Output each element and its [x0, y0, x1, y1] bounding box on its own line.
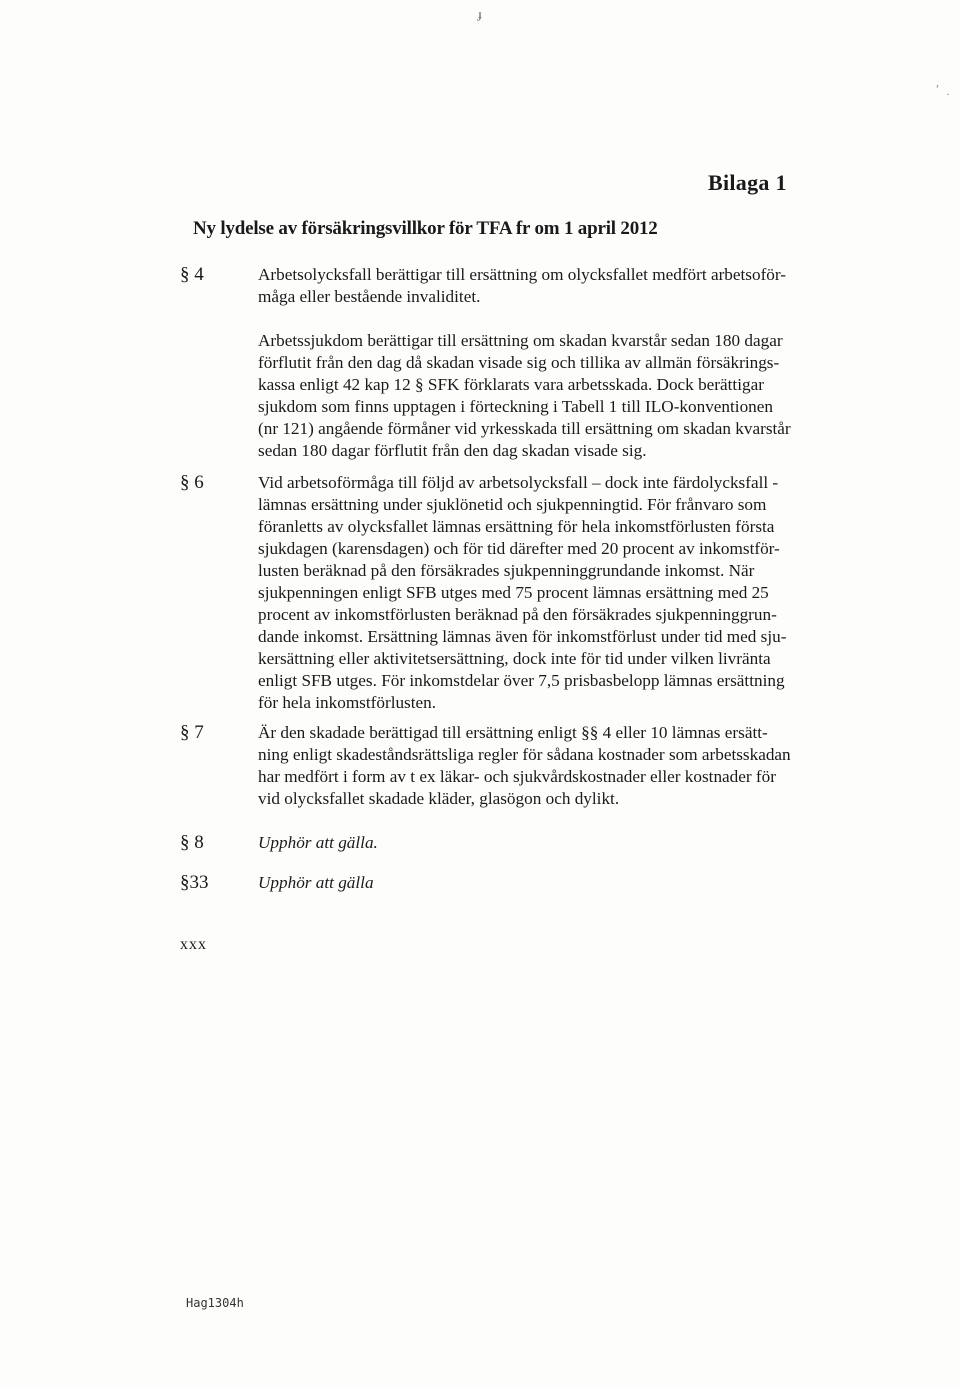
section-body: [258, 472, 818, 714]
text-line: kersättning eller aktivitetsersättning, dock inte för tid under vilken livränta: [258, 649, 771, 668]
text-line: för hela inkomstförlusten.: [258, 693, 437, 712]
scan-speck: ·: [946, 87, 950, 101]
section-number: §33: [180, 872, 209, 893]
text-line: Arbetsolycksfall berättigar till ersättning om olycksfallet medfört arbetsoför-: [258, 265, 787, 284]
text-line: förflutit från den dag då skadan visade sig och tillika av allmän försäkrings-: [258, 353, 780, 372]
scan-speck: ɟ: [478, 7, 482, 21]
section-number: § 8: [180, 832, 204, 853]
text-line: vid olycksfallet skadade kläder, glasögon och dylikt.: [258, 789, 620, 808]
scan-speck: ,: [936, 75, 939, 89]
closing-mark: xxx: [180, 936, 207, 953]
section-body: Upphör att gälla.: [258, 833, 378, 852]
text-line: sjukpenningen enligt SFB utges med 75 procent lämnas ersättning med 25: [258, 583, 769, 602]
text-line: (nr 121) angående förmåner vid yrkesskada till ersättning om skadan kvarstår: [258, 419, 791, 438]
document-title: Ny lydelse av försäkringsvillkor för TFA fr om 1 april 2012: [193, 218, 658, 239]
text-line: dande inkomst. Ersättning lämnas även för inkomstförlust under tid med sju-: [258, 627, 787, 646]
text-line: sjukdagen (karensdagen) och för tid därefter med 20 procent av inkomstför-: [258, 539, 780, 558]
text-line: måga eller bestående invaliditet.: [258, 287, 481, 306]
text-line: Vid arbetsoförmåga till följd av arbetsolycksfall – dock inte färdolycksfall -: [258, 473, 779, 492]
section-body: [258, 264, 818, 462]
section-number: § 7: [180, 722, 204, 743]
section-body: Upphör att gälla: [258, 873, 374, 892]
text-line: Arbetssjukdom berättigar till ersättning om skadan kvarstår sedan 180 dagar: [258, 331, 783, 350]
text-line: ning enligt skadeståndsrättsliga regler för sådana kostnader som arbetsskadan: [258, 745, 791, 764]
text-line: föranletts av olycksfallet lämnas ersättning för hela inkomstförlusten första: [258, 517, 775, 536]
text-line: lämnas ersättning under sjuklönetid och sjukpenningtid. För frånvaro som: [258, 495, 767, 514]
section-body: [258, 722, 818, 810]
text-line: lusten beräknad på den försäkrades sjukpenninggrundande inkomst. När: [258, 561, 755, 580]
section-number: § 4: [180, 264, 204, 285]
text-line: Är den skadade berättigad till ersättning enligt §§ 4 eller 10 lämnas ersätt-: [258, 723, 768, 742]
text-line: har medfört i form av t ex läkar- och sjukvårdskostnader eller kostnader för: [258, 767, 776, 786]
section-number: § 6: [180, 472, 204, 493]
text-line: sedan 180 dagar förflutit från den dag skadan visade sig.: [258, 441, 647, 460]
text-line: sjukdom som finns upptagen i förteckning i Tabell 1 till ILO-konventionen: [258, 397, 773, 416]
text-line: enligt SFB utges. För inkomstdelar över 7,5 prisbasbelopp lämnas ersättning: [258, 671, 785, 690]
footer-code: Hag1304h: [186, 1296, 244, 1310]
text-line: kassa enligt 42 kap 12 § SFK förklarats vara arbetsskada. Dock berättigar: [258, 375, 764, 394]
text-line: procent av inkomstförlusten beräknad på den försäkrades sjukpenninggrun-: [258, 605, 777, 624]
attachment-label: Bilaga 1: [708, 170, 787, 195]
